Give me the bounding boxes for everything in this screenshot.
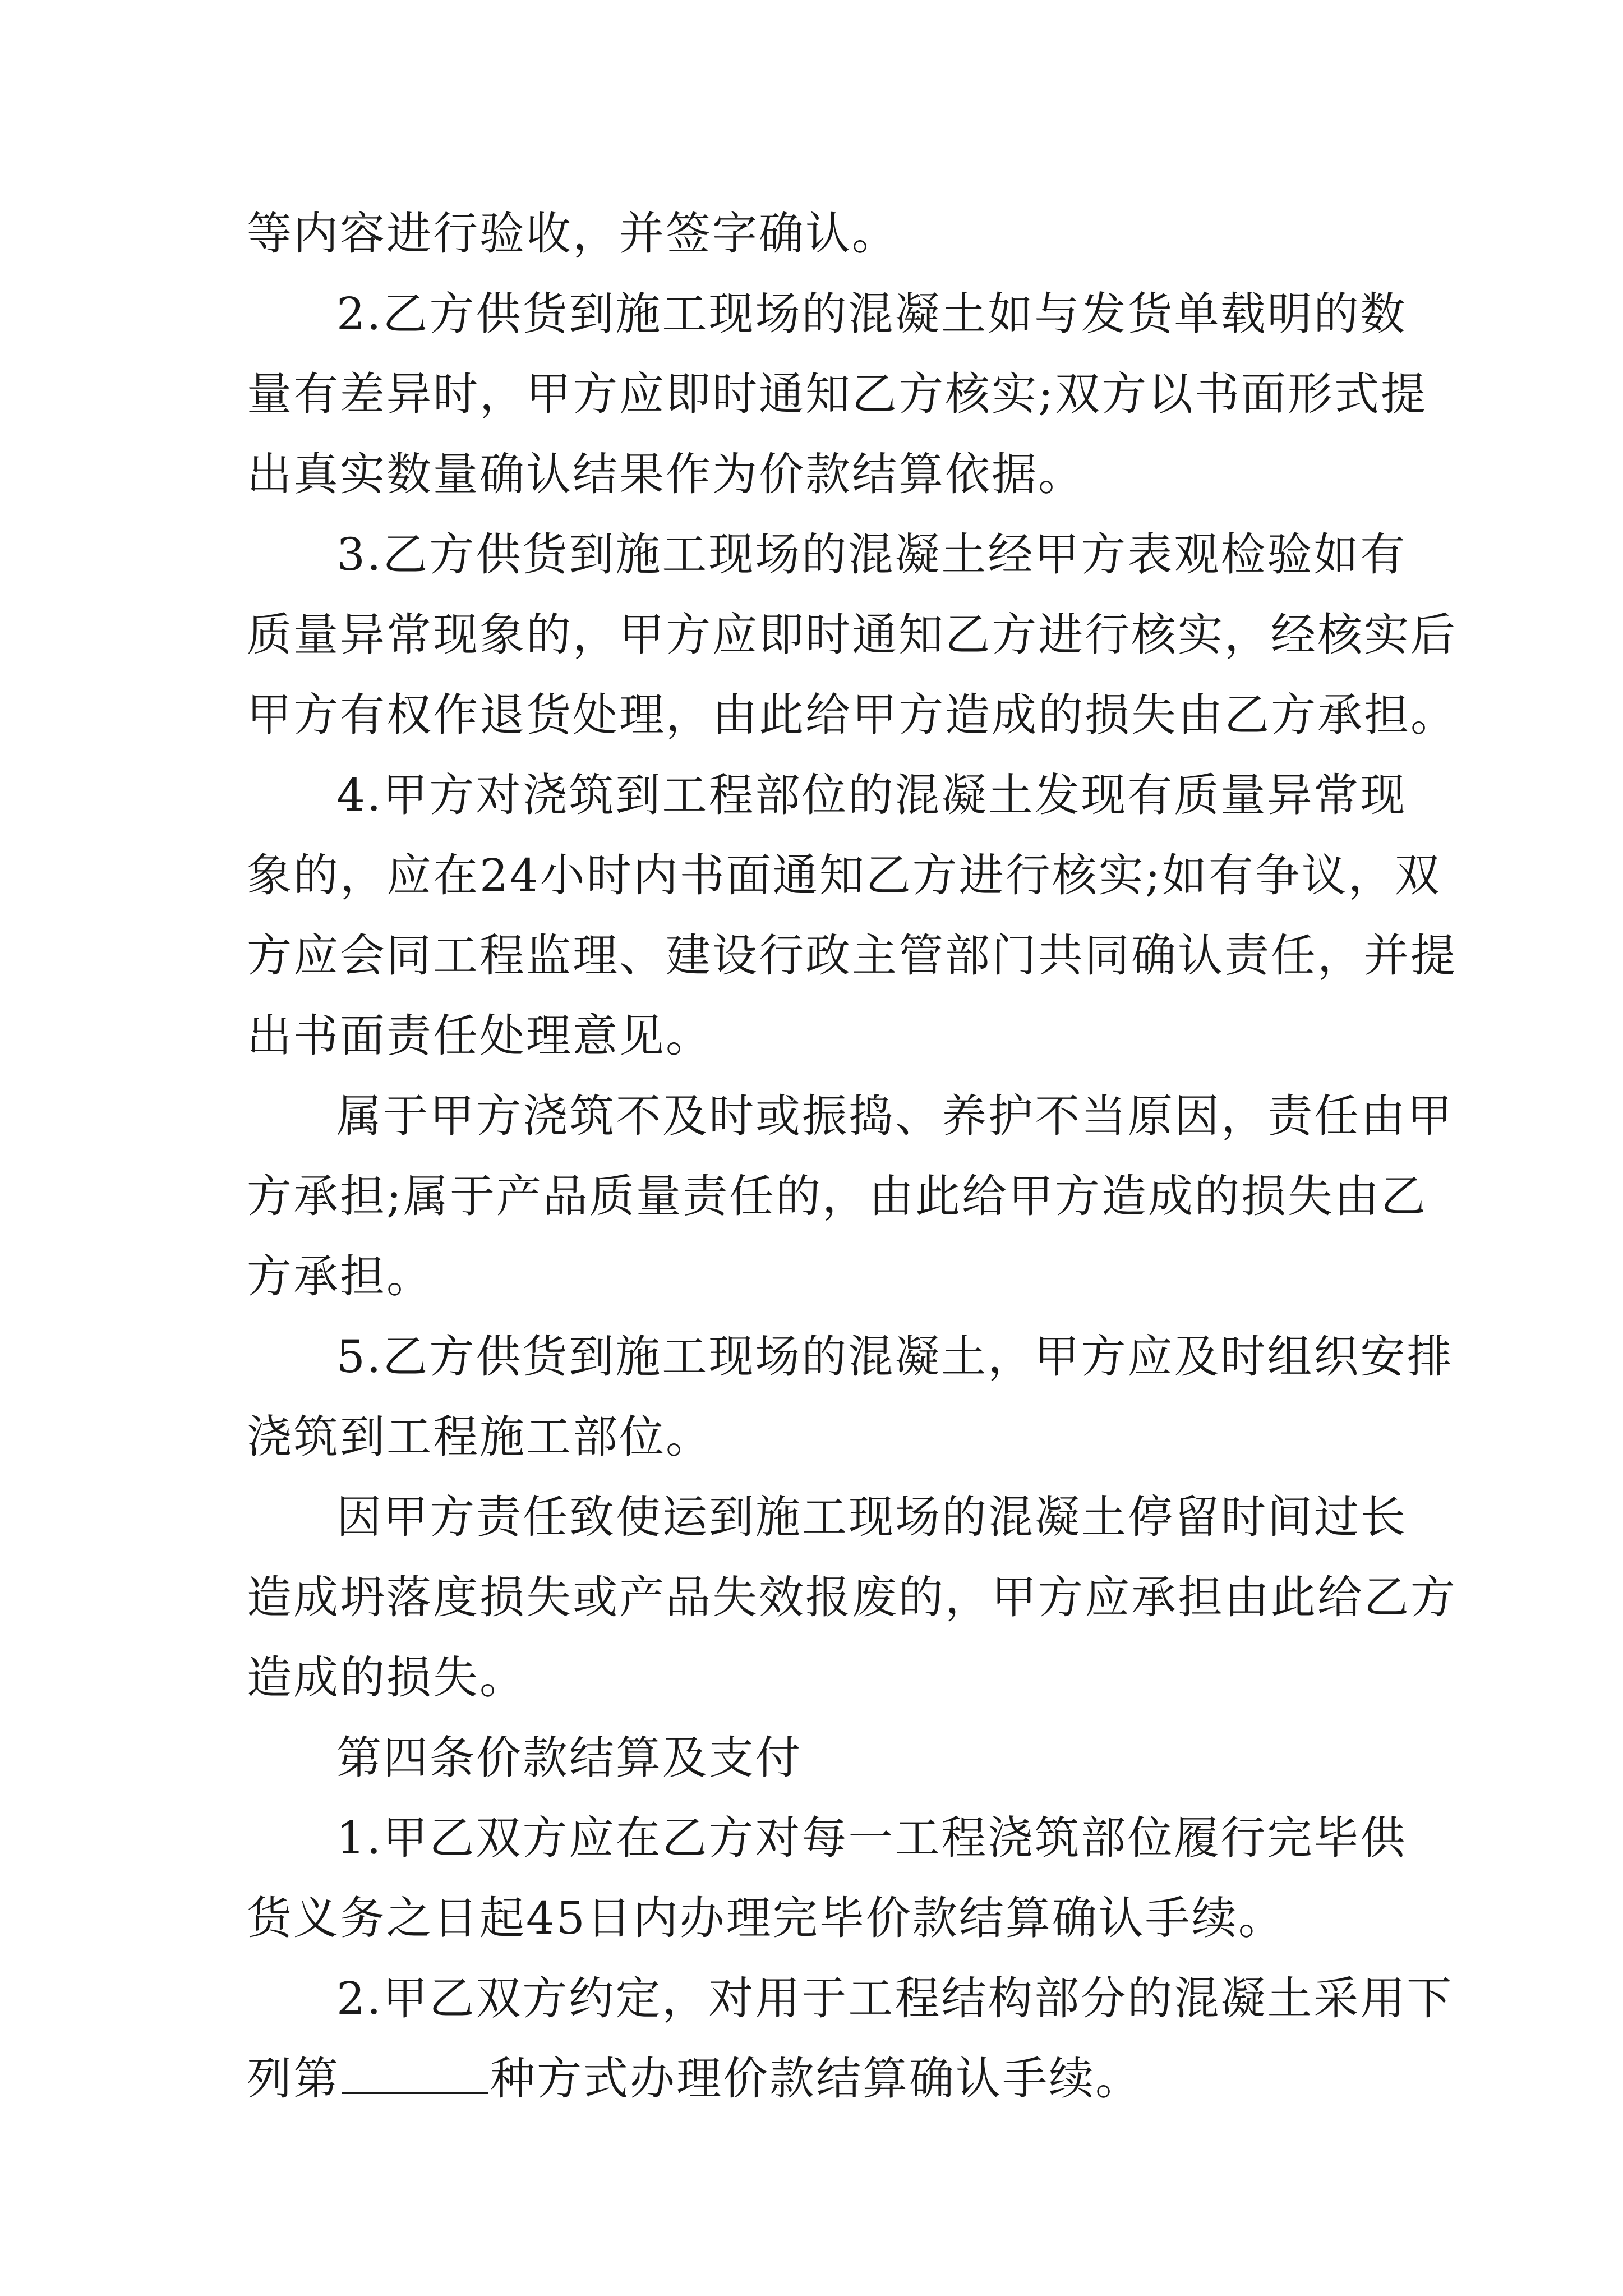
text-line: 方承担;属于产品质量责任的，由此给甲方造成的损失由乙 (247, 1170, 1427, 1222)
text-line: 象的，应在24小时内书面通知乙方进行核实;如有争议，双 (247, 849, 1441, 901)
text-line: 造成坍落度损失或产品失效报废的，甲方应承担由此给乙方 (247, 1571, 1457, 1623)
text-line: 等内容进行验收，并签字确认。 (247, 208, 898, 260)
paragraph-item-2-quantity (247, 274, 1427, 514)
text-line: 3.乙方供货到施工现场的混凝土经甲方表观检验如有 (336, 528, 1407, 581)
text-line: 5.乙方供货到施工现场的混凝土，甲方应及时组织安排 (336, 1331, 1454, 1383)
text-line: 4.甲方对浇筑到工程部位的混凝土发现有质量异常现 (336, 769, 1407, 821)
text-line: 甲方有权作退货处理，由此给甲方造成的损失由乙方承担。 (247, 689, 1457, 741)
text-before-blank: 列第 (247, 2053, 340, 2105)
paragraph-delay-loss (247, 1477, 1457, 1718)
text-line: 量有差异时，甲方应即时通知乙方核实;双方以书面形式提 (247, 368, 1427, 420)
text-line: 出书面责任处理意见。 (247, 1010, 712, 1062)
text-line: 质量异常现象的，甲方应即时通知乙方进行核实，经核实后 (247, 609, 1457, 661)
paragraph-continuation (247, 194, 1396, 274)
text-line: 出真实数量确认结果作为价款结算依据。 (247, 448, 1085, 500)
text-line: 1.甲乙双方应在乙方对每一工程浇筑部位履行完毕供 (336, 1812, 1407, 1864)
section-heading-article-4 (247, 1718, 1396, 1798)
text-line: 2.甲乙双方约定，对用于工程结构部分的混凝土采用下 (336, 1972, 1454, 2024)
text-line: 货义务之日起45日内办理完毕价款结算确认手续。 (247, 1892, 1285, 1944)
text-line: 因甲方责任致使运到施工现场的混凝土停留时间过长 (336, 1491, 1407, 1543)
text-line: 方应会同工程监理、建设行政主管部门共同确认责任，并提 (247, 930, 1457, 982)
text-line: 浇筑到工程施工部位。 (247, 1411, 712, 1463)
paragraph-settlement-1 (247, 1798, 1407, 1958)
paragraph-responsibility (247, 1076, 1454, 1317)
text-line: 2.乙方供货到施工现场的混凝土如与发货单载明的数 (336, 288, 1407, 340)
text-after-blank: 种方式办理价款结算确认手续。 (490, 2053, 1142, 2105)
text-line: 第四条价款结算及支付 (336, 1732, 802, 1784)
paragraph-item-3-quality (247, 514, 1457, 755)
document-body (247, 194, 1457, 2119)
fill-in-blank[interactable] (342, 2051, 488, 2094)
text-line-with-blank (247, 2039, 1396, 2119)
paragraph-item-5-pouring (247, 1317, 1454, 1477)
text-line: 造成的损失。 (247, 1651, 526, 1704)
paragraph-settlement-2 (247, 1958, 1454, 2119)
paragraph-item-4-defects (247, 755, 1457, 1076)
text-line: 属于甲方浇筑不及时或振捣、养护不当原因，责任由甲 (336, 1090, 1454, 1142)
text-line: 方承担。 (247, 1250, 433, 1303)
